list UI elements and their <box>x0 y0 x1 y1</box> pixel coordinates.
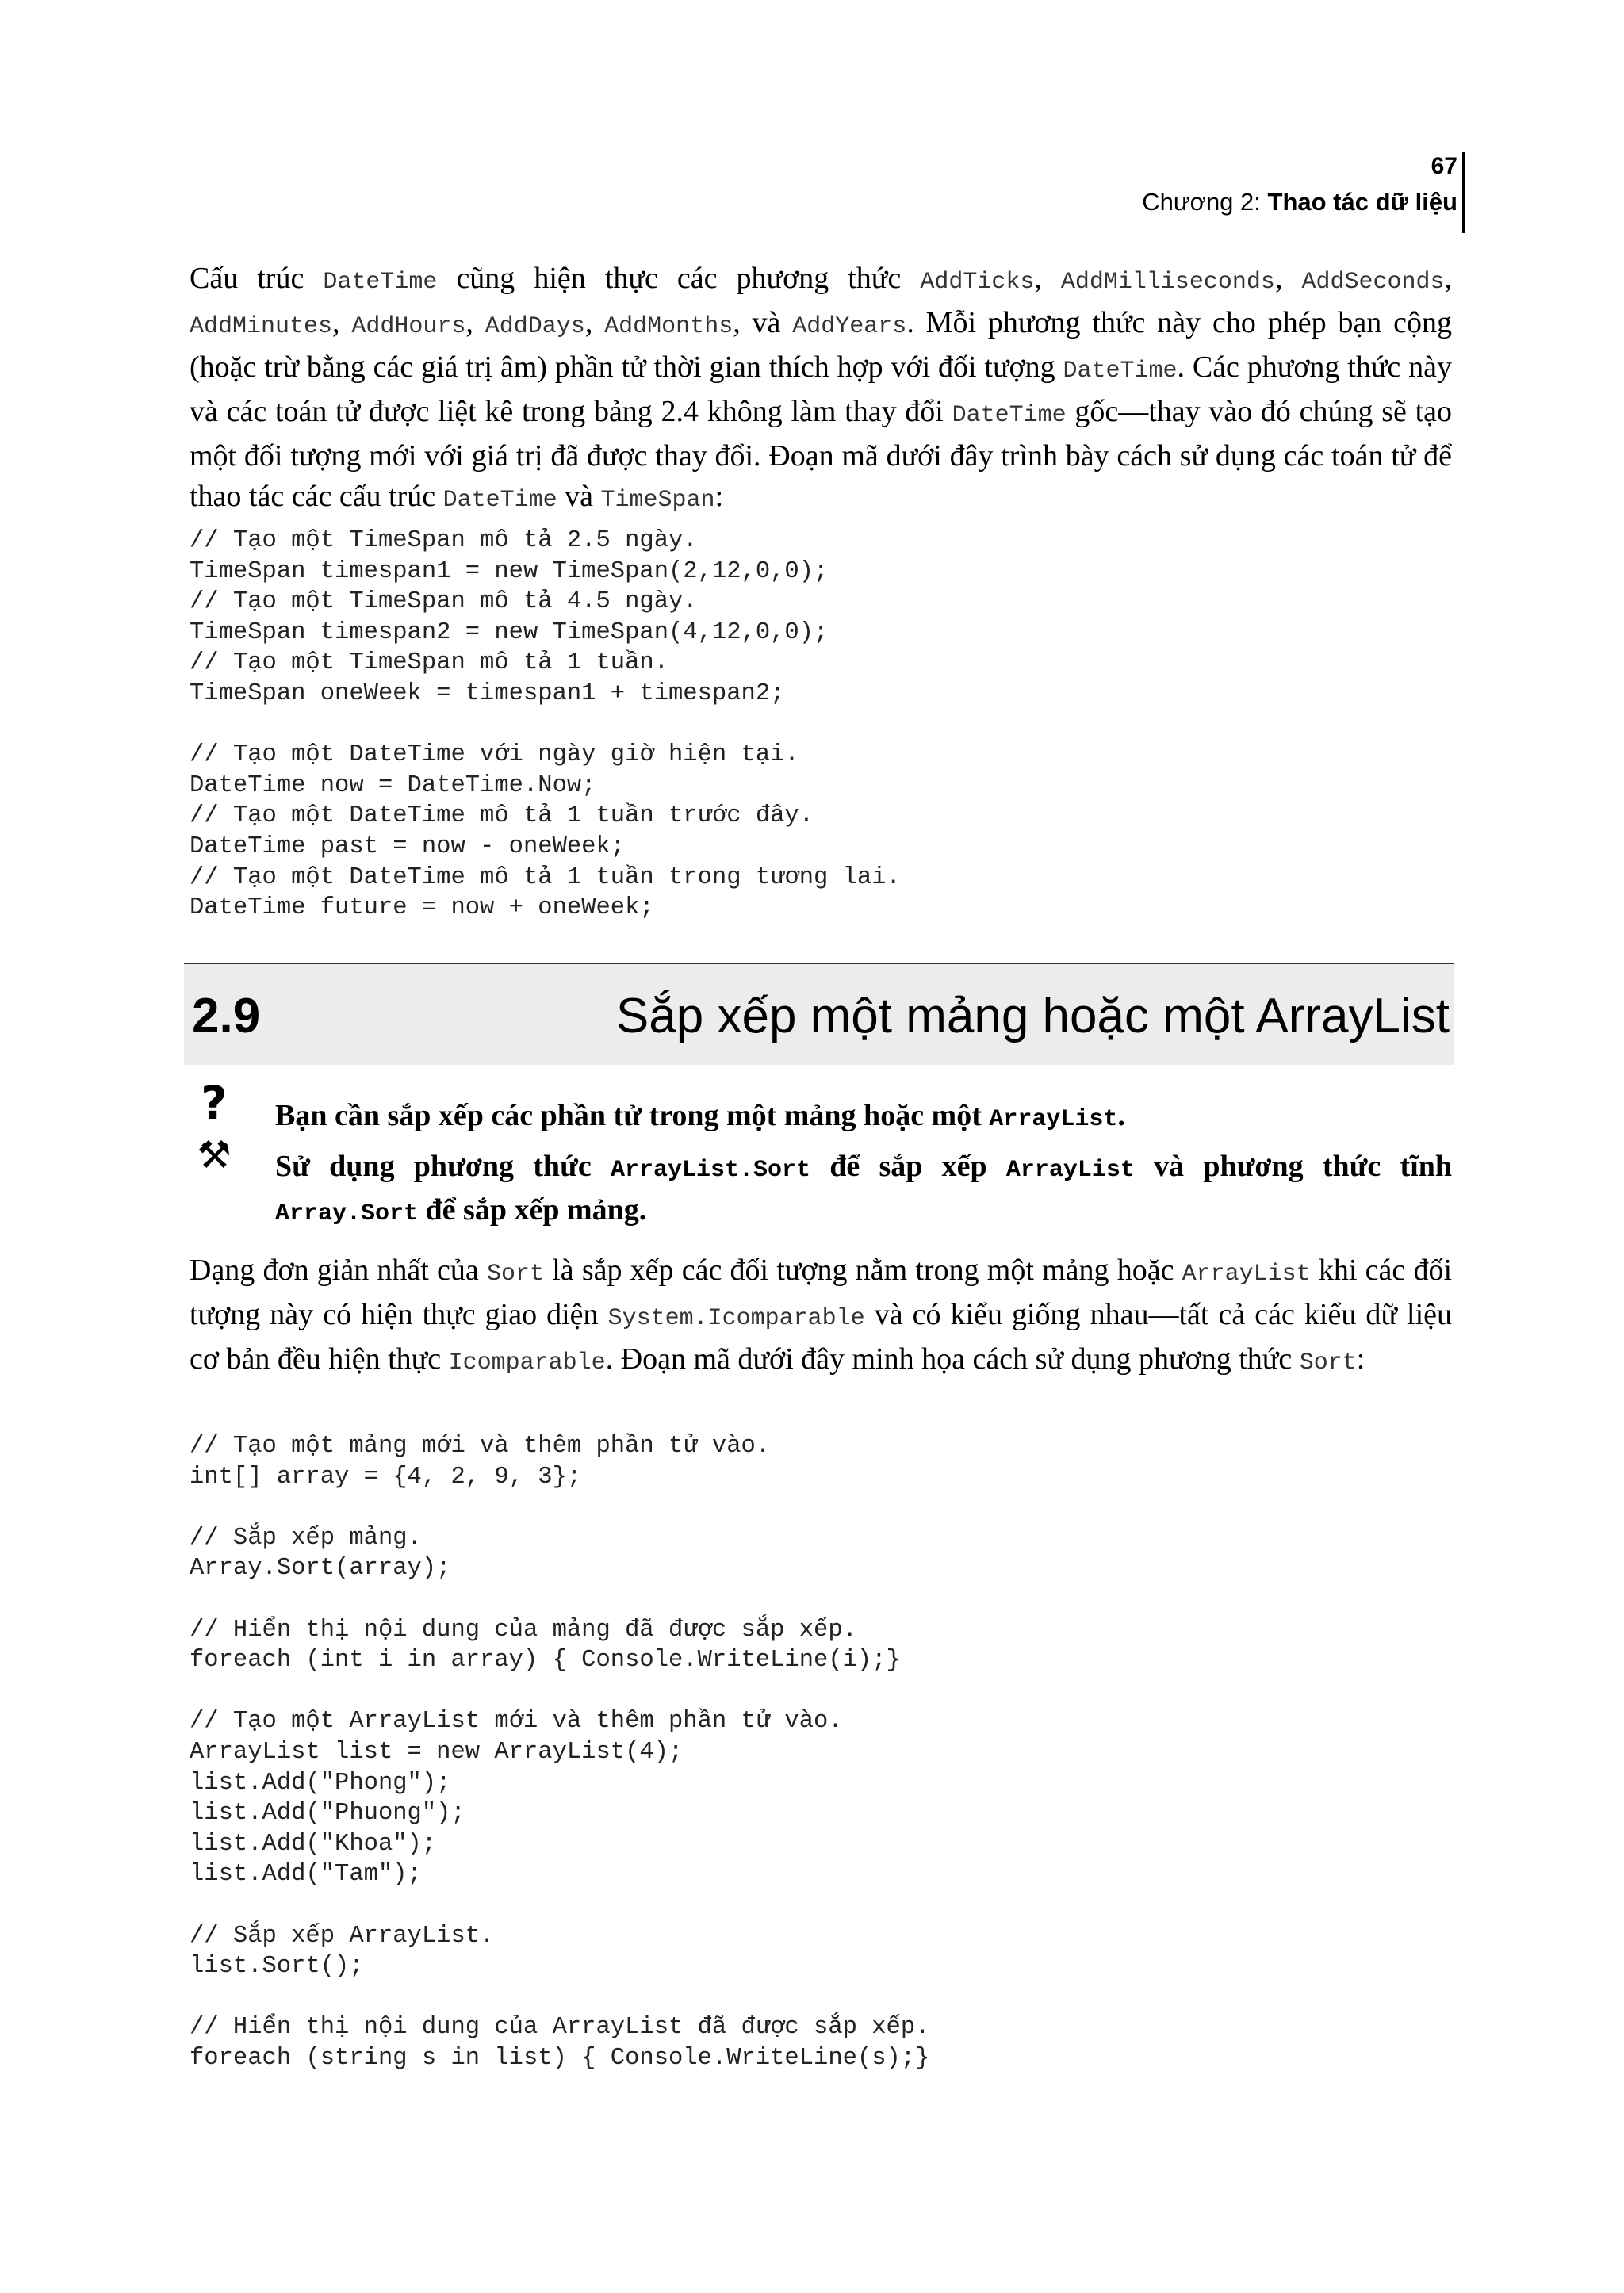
paragraph-sort-intro: Dạng đơn giản nhất của Sort là sắp xếp các đối tượng nằm trong một mảng hoặc ArrayList khi các đối tượng này có hiện thực giao diện System.Icomparable và có kiểu giống nhau—tất cả các kiểu dữ liệu cơ bản đều hiện thực Icomparable. Đoạn mã dưới đây minh họa cách sử dụng phương thức Sort: <box>190 1254 1452 1376</box>
code-block-sort: // Tạo một mảng mới và thêm phần tử vào. int[] array = {4, 2, 9, 3}; // Sắp xếp mảng. Array.Sort(array); // Hiển thị nội dung của mảng đã được sắp xếp. foreach (int i in array) { Console.WriteLine(i);} // Tạo một ArrayList mới và thêm phần tử vào. ArrayList list = new ArrayList(4); list.Add("Phong"); list.Add("Phuong"); list.Add("Khoa"); list.Add("Tam"); // Sắp xếp ArrayList. list.Sort(); // Hiển thị nội dung của ArrayList đã được sắp xếp. foreach (string s in list) { Console.WriteLine(s);} <box>190 1433 930 2072</box>
page-number: 67 <box>1431 153 1457 179</box>
chapter-title: Thao tác dữ liệu <box>1267 188 1457 216</box>
page-header <box>1142 149 1457 220</box>
section-number: 2.9 <box>192 989 261 1043</box>
chapter-prefix: Chương 2: <box>1142 188 1268 216</box>
code-block-timespan: // Tạo một TimeSpan mô tả 2.5 ngày. TimeSpan timespan1 = new TimeSpan(2,12,0,0); // Tạo một TimeSpan mô tả 4.5 ngày. TimeSpan timespan2 = new TimeSpan(4,12,0,0); // Tạo một TimeSpan mô tả 1 tuần. TimeSpan oneWeek = timespan1 + timespan2; // Tạo một DateTime với ngày giờ hiện tại. DateTime now = DateTime.Now; // Tạo một DateTime mô tả 1 tuần trước đây. DateTime past = now - oneWeek; // Tạo một DateTime mô tả 1 tuần trong tương lai. DateTime future = now + oneWeek; <box>190 527 901 922</box>
chapter-heading <box>1142 184 1457 220</box>
problem-statement: Bạn cần sắp xếp các phần tử trong một mảng hoặc một ArrayList. <box>275 1099 1125 1133</box>
solution-statement: Sử dụng phương thức ArrayList.Sort để sắp xếp ArrayList và phương thức tĩnh Array.Sort để sắp xếp mảng. <box>275 1150 1452 1227</box>
tools-icon: ⚒ <box>197 1133 232 1177</box>
section-heading <box>184 963 1454 1065</box>
paragraph-datetime-methods: Cấu trúc DateTime cũng hiện thực các phương thức AddTicks, AddMilliseconds, AddSeconds, AddMinutes, AddHours, AddDays, AddMonths, và AddYears. Mỗi phương thức này cho phép bạn cộng (hoặc trừ bằng các giá trị âm) phần tử thời gian thích hợp với đối tượng DateTime. Các phương thức này và các toán tử được liệt kê trong bảng 2.4 không làm thay đổi DateTime gốc—thay vào đó chúng sẽ tạo một đối tượng mới với giá trị đã được thay đổi. Đoạn mã dưới đây trình bày cách sử dụng các toán tử để thao tác các cấu trúc DateTime và TimeSpan: <box>190 262 1453 514</box>
question-icon: ? <box>201 1076 228 1130</box>
header-divider <box>1462 152 1465 233</box>
section-title: Sắp xếp một mảng hoặc một ArrayList <box>615 989 1450 1043</box>
